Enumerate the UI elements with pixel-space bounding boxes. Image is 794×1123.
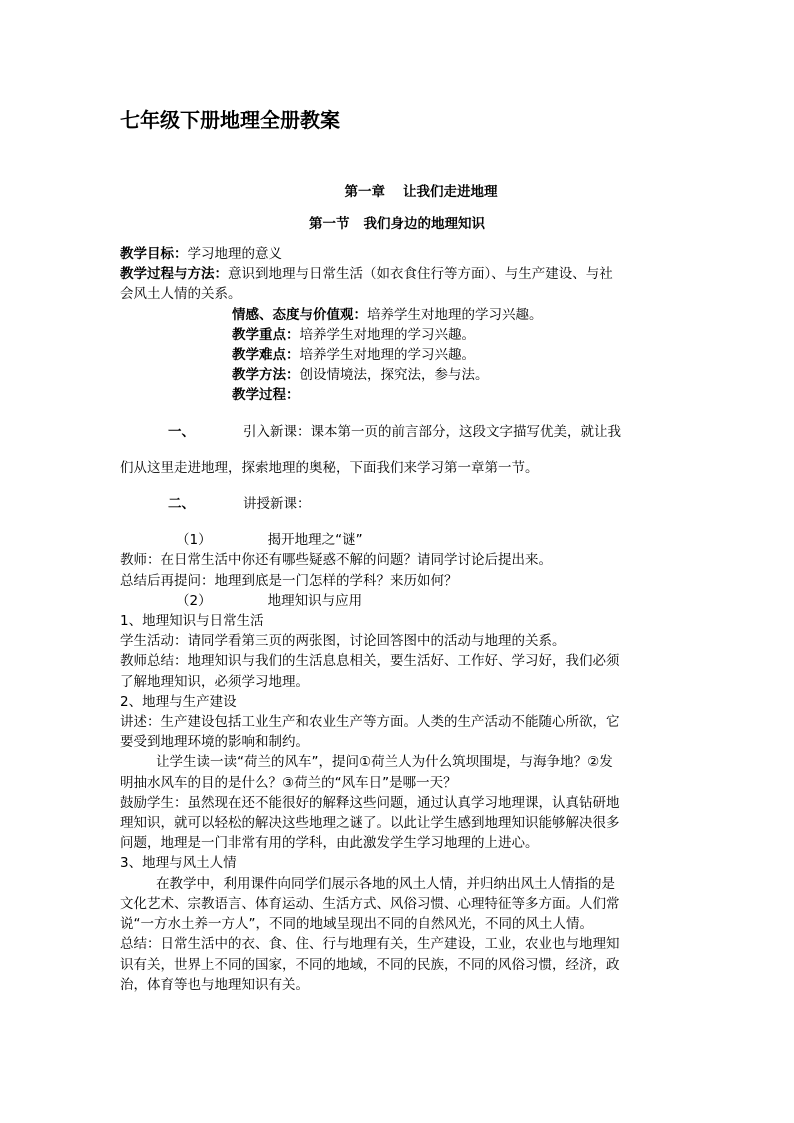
step-1-line <box>120 422 690 442</box>
key-point-line <box>120 325 690 345</box>
process-line <box>120 264 690 284</box>
section-heading <box>0 212 794 232</box>
point-3-paragraph-2: 文化艺术、宗教语言、体育运动、生活方式、风俗习惯、心理特征等多方面。人们常 <box>120 895 620 912</box>
point-3-paragraph-3: 说“一方水土养一方人”，不同的地域呈现出不同的自然风光，不同的风土人情。 <box>120 916 593 933</box>
chapter-name: 让我们走进地理 <box>403 184 498 200</box>
point-1-summary-1: 教师总结：地理知识与我们的生活息息相关，要生活好、工作好、学习好，我们必须 <box>120 653 620 670</box>
objective-line <box>120 244 690 264</box>
point-3-paragraph-1: 在教学中，利用课件向同学们展示各地的风土人情，并归纳出风土人情指的是 <box>156 875 615 892</box>
step-1-number: 一、 <box>168 423 195 440</box>
summary-question: 总结后再提问：地理到底是一门怎样的学科？来历如何？ <box>120 572 458 589</box>
chapter-heading <box>0 180 794 200</box>
step-1-text: 引入新课：课本第一页的前言部分，这段文字描写优美，就让我 <box>243 423 621 440</box>
emotion-line <box>120 305 690 325</box>
teacher-question: 教师：在日常生活中你还有哪些疑惑不解的问题？请同学讨论后提出来。 <box>120 552 552 569</box>
method-text: 创设情境法，探究法，参与法。 <box>299 367 489 384</box>
process-text-1: 意识到地理与日常生活（如衣食住行等方面）、与生产建设、与社 <box>228 266 613 283</box>
sub-1-number: （1） <box>176 532 212 549</box>
sub-2-text: 地理知识与应用 <box>267 592 363 609</box>
point-2-title: 2、地理与生产建设 <box>120 693 237 710</box>
step-1-line-2: 们从这里走进地理，探索地理的奥秘，下面我们来学习第一章第一节。 <box>120 459 539 476</box>
chapter-number: 第一章 <box>344 184 385 200</box>
point-2-encourage-2: 理知识，就可以轻松的解决这些地理之谜了。以此让学生感到地理知识能够解决很多 <box>120 815 620 832</box>
method-label: 教学方法： <box>232 367 300 384</box>
sub-1-line <box>120 530 690 550</box>
point-2-reading-2: 明抽水风车的目的是什么？③荷兰的“风车日”是哪一天？ <box>120 774 457 791</box>
point-2-reading-1: 让学生读一读“荷兰的风车”，提问①荷兰人为什么筑坝围堤，与海争地？②发 <box>156 754 613 771</box>
point-3-summary-3: 治，体育等也与地理知识有关。 <box>120 976 309 993</box>
objective-text: 学习地理的意义 <box>187 246 282 262</box>
step-2-number: 二、 <box>168 496 195 513</box>
emotion-text: 培养学生对地理的学习兴趣。 <box>367 306 543 323</box>
point-1-summary-2: 了解地理知识，必须学习地理。 <box>120 673 309 690</box>
point-2-lecture-1: 讲述：生产建设包括工业生产和农业生产等方面。人类的生产活动不能随心所欲，它 <box>120 714 620 731</box>
point-1-title: 1、地理知识与日常生活 <box>120 613 264 630</box>
point-1-activity: 学生活动：请同学看第三页的两张图，讨论回答图中的活动与地理的关系。 <box>120 633 566 650</box>
document-title: 七年级下册地理全册教案 <box>120 108 340 132</box>
point-3-summary-2: 识有关，世界上不同的国家，不同的地域，不同的民族，不同的风俗习惯，经济，政 <box>120 956 620 973</box>
process-label: 教学过程与方法： <box>120 266 228 283</box>
steps-label: 教学过程： <box>232 387 300 404</box>
difficulty-label: 教学难点： <box>232 347 300 364</box>
lesson-body <box>120 244 690 995</box>
sub-2-line <box>120 591 690 611</box>
point-2-encourage-3: 问题，地理是一门非常有用的学科，由此激发学生学习地理的上进心。 <box>120 835 539 852</box>
method-line <box>120 365 690 385</box>
section-name: 我们身边的地理知识 <box>363 216 485 232</box>
difficulty-text: 培养学生对地理的学习兴趣。 <box>299 347 475 364</box>
step-2-line <box>120 494 690 514</box>
point-2-lecture-2: 要受到地理环境的影响和制约。 <box>120 734 309 751</box>
emotion-label: 情感、态度与价值观： <box>232 306 367 323</box>
difficulty-line <box>120 345 690 365</box>
step-2-text: 讲授新课： <box>243 496 311 513</box>
steps-label-line <box>120 385 690 405</box>
point-2-encourage-1: 鼓励学生：虽然现在还不能很好的解释这些问题，通过认真学习地理课，认真钻研地 <box>120 794 620 811</box>
sub-2-number: （2） <box>176 592 212 609</box>
process-line-2: 会风土人情的关系。 <box>120 286 242 303</box>
sub-1-text: 揭开地理之“谜” <box>267 532 363 549</box>
objective-label: 教学目标： <box>120 246 188 262</box>
key-point-label: 教学重点： <box>232 326 300 343</box>
point-3-title: 3、地理与风土人情 <box>120 855 237 872</box>
point-3-summary-1: 总结：日常生活中的衣、食、住、行与地理有关，生产建设，工业，农业也与地理知 <box>120 936 620 953</box>
key-point-text: 培养学生对地理的学习兴趣。 <box>299 326 475 343</box>
section-number: 第一节 <box>309 216 350 232</box>
